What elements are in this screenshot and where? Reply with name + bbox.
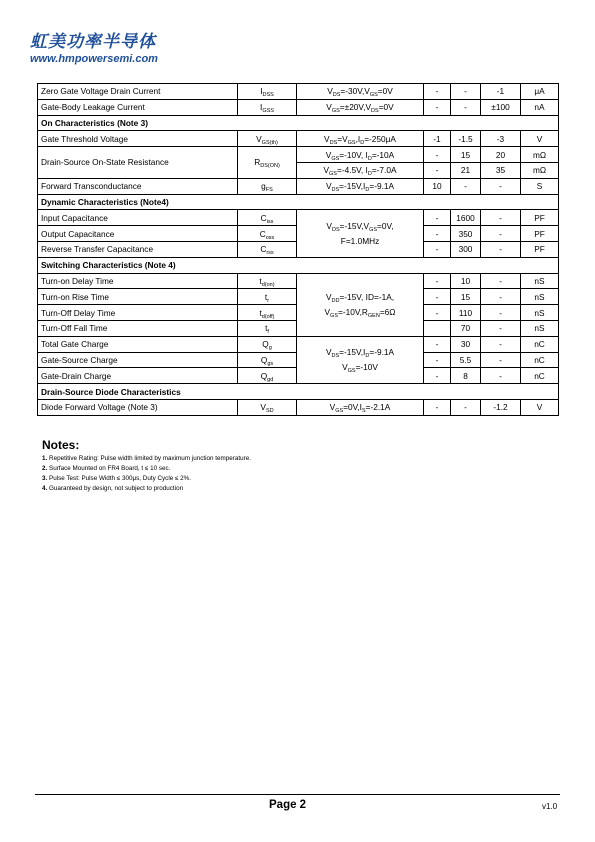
unit: nS (521, 305, 559, 321)
unit: PF (521, 241, 559, 257)
typ-value: 70 (451, 320, 481, 336)
typ-value: 300 (451, 241, 481, 257)
unit: nS (521, 273, 559, 289)
symbol: $t_{d(on)}$ (238, 273, 297, 289)
param-name: Forward Transconductance (38, 178, 238, 194)
section-title: Switching Characteristics (Note 4) (38, 257, 559, 273)
table-row (38, 178, 559, 194)
max-value: - (481, 289, 521, 305)
max-value: - (481, 352, 521, 368)
min-value (424, 320, 451, 336)
note-item: 3. Pulse Test: Pulse Width ≤ 300μs, Duty Cycle ≤ 2%. (42, 475, 192, 482)
symbol: $I_{GSS}$ (238, 99, 297, 115)
min-value: - (424, 147, 451, 163)
symbol: $Q_g$ (238, 336, 297, 352)
note-item: 2. Surface Mounted on FR4 Board, t ≤ 10 sec. (42, 465, 171, 472)
typ-value: -1.5 (451, 131, 481, 147)
section-row (38, 384, 559, 400)
typ-value: - (451, 399, 481, 415)
min-value: - (424, 336, 451, 352)
min-value: - (424, 289, 451, 305)
unit: nC (521, 368, 559, 384)
min-value: - (424, 399, 451, 415)
min-value: 10 (424, 178, 451, 194)
param-name: Turn-on Rise Time (38, 289, 238, 305)
param-name: Zero Gate Voltage Drain Current (38, 84, 238, 100)
unit: PF (521, 226, 559, 242)
test-condition: $V_{DS}=-30V,V_{GS}=0V$ (297, 84, 424, 100)
table-row (38, 273, 559, 289)
param-name: Input Capacitance (38, 210, 238, 226)
max-value: -1 (481, 84, 521, 100)
symbol: $R_{DS(ON)}$ (238, 147, 297, 179)
section-row (38, 115, 559, 131)
unit: nS (521, 289, 559, 305)
min-value: - (424, 99, 451, 115)
min-value: - (424, 352, 451, 368)
test-condition: $V_{GS}=-10V$, $I_D=-10A$ (297, 147, 424, 163)
param-name: Gate-Body Leakage Current (38, 99, 238, 115)
param-name: Gate-Source Charge (38, 352, 238, 368)
max-value: 20 (481, 147, 521, 163)
min-value: - (424, 305, 451, 321)
typ-value: 5.5 (451, 352, 481, 368)
company-website: www.hmpowersemi.com (30, 53, 158, 65)
table-row (38, 336, 559, 352)
unit: PF (521, 210, 559, 226)
typ-value: - (451, 178, 481, 194)
min-value: - (424, 210, 451, 226)
electrical-characteristics-table (37, 83, 559, 416)
max-value: -1.2 (481, 399, 521, 415)
company-name: 虹美功率半导体 (30, 32, 156, 52)
section-row (38, 194, 559, 210)
test-condition: $V_{GS}=-4.5V$, $I_D=-7.0A$ (297, 162, 424, 178)
unit: V (521, 131, 559, 147)
typ-value: 21 (451, 162, 481, 178)
typ-value: - (451, 84, 481, 100)
max-value: - (481, 305, 521, 321)
note-item: 4. Guaranteed by design, not subject to production (42, 485, 184, 492)
min-value: -1 (424, 131, 451, 147)
section-title: Dynamic Characteristics (Note4) (38, 194, 559, 210)
symbol: $C_{oss}$ (238, 226, 297, 242)
test-condition: $V_{GS}=0V,I_S=-2.1A$ (297, 399, 424, 415)
test-condition: $V_{DS}=-15V,I_D=-9.1A$ $V_{GS}=-10V$ (297, 336, 424, 383)
max-value: - (481, 368, 521, 384)
min-value: - (424, 84, 451, 100)
param-name: Gate-Drain Charge (38, 368, 238, 384)
test-condition: $V_{DS}=V_{GS},I_D=-250\mu A$ (297, 131, 424, 147)
typ-value: 30 (451, 336, 481, 352)
param-name: Gate Threshold Voltage (38, 131, 238, 147)
max-value: - (481, 226, 521, 242)
symbol: $V_{GS(th)}$ (238, 131, 297, 147)
max-value: ±100 (481, 99, 521, 115)
param-name: Turn-on Delay Time (38, 273, 238, 289)
table-row (38, 131, 559, 147)
typ-value: 15 (451, 289, 481, 305)
max-value: - (481, 241, 521, 257)
table-row (38, 99, 559, 115)
unit: nA (521, 99, 559, 115)
symbol: $g_{FS}$ (238, 178, 297, 194)
min-value: - (424, 162, 451, 178)
param-name: Turn-Off Delay Time (38, 305, 238, 321)
table-row (38, 210, 559, 226)
max-value: - (481, 336, 521, 352)
test-condition: $V_{DS}=-15V,V_{GS}=0V$, F=1.0MHz (297, 210, 424, 257)
max-value: - (481, 210, 521, 226)
typ-value: - (451, 99, 481, 115)
typ-value: 350 (451, 226, 481, 242)
table-row (38, 84, 559, 100)
min-value: - (424, 226, 451, 242)
max-value: - (481, 178, 521, 194)
unit: V (521, 399, 559, 415)
param-name: Drain-Source On-State Resistance (38, 147, 238, 179)
typ-value: 1600 (451, 210, 481, 226)
section-title: Drain-Source Diode Characteristics (38, 384, 559, 400)
notes-section (42, 438, 251, 494)
typ-value: 15 (451, 147, 481, 163)
version-label: v1.0 (542, 802, 558, 811)
min-value: - (424, 241, 451, 257)
max-value: -3 (481, 131, 521, 147)
symbol: $C_{iss}$ (238, 210, 297, 226)
typ-value: 10 (451, 273, 481, 289)
symbol: $t_{d(off)}$ (238, 305, 297, 321)
symbol: $V_{SD}$ (238, 399, 297, 415)
section-row (38, 257, 559, 273)
param-name: Reverse Transfer Capacitance (38, 241, 238, 257)
page-number: Page 2 (269, 799, 307, 811)
table-row (38, 399, 559, 415)
unit: mΩ (521, 147, 559, 163)
test-condition: $V_{GS}=\pm 20V,V_{DS}=0V$ (297, 99, 424, 115)
section-title: On Characteristics (Note 3) (38, 115, 559, 131)
notes-title: Notes: (42, 438, 80, 452)
param-name: Total Gate Charge (38, 336, 238, 352)
max-value: 35 (481, 162, 521, 178)
typ-value: 8 (451, 368, 481, 384)
param-name: Diode Forward Voltage (Note 3) (38, 399, 238, 415)
param-name: Output Capacitance (38, 226, 238, 242)
unit: nC (521, 352, 559, 368)
unit: μA (521, 84, 559, 100)
unit: nS (521, 320, 559, 336)
symbol: $Q_{gd}$ (238, 368, 297, 384)
min-value: - (424, 368, 451, 384)
max-value: - (481, 273, 521, 289)
company-logo (30, 33, 158, 66)
symbol: $I_{DSS}$ (238, 84, 297, 100)
unit: nC (521, 336, 559, 352)
symbol: $Q_{gs}$ (238, 352, 297, 368)
min-value: - (424, 273, 451, 289)
test-condition: $V_{DD}=-15V$, ID=-1A, $V_{GS}=-10V,R_{GEN}=6\Omega$ (297, 273, 424, 336)
note-item: 1. Repetitive Rating: Pulse width limited by maximum junction temperature. (42, 455, 251, 462)
unit: S (521, 178, 559, 194)
footer-divider (35, 794, 560, 795)
symbol: $t_r$ (238, 289, 297, 305)
table-row (38, 147, 559, 163)
unit: mΩ (521, 162, 559, 178)
symbol: $t_f$ (238, 320, 297, 336)
typ-value: 110 (451, 305, 481, 321)
symbol: $C_{rss}$ (238, 241, 297, 257)
test-condition: $V_{DS}=-15V,I_D=-9.1A$ (297, 178, 424, 194)
param-name: Turn-Off Fall Time (38, 320, 238, 336)
max-value: - (481, 320, 521, 336)
